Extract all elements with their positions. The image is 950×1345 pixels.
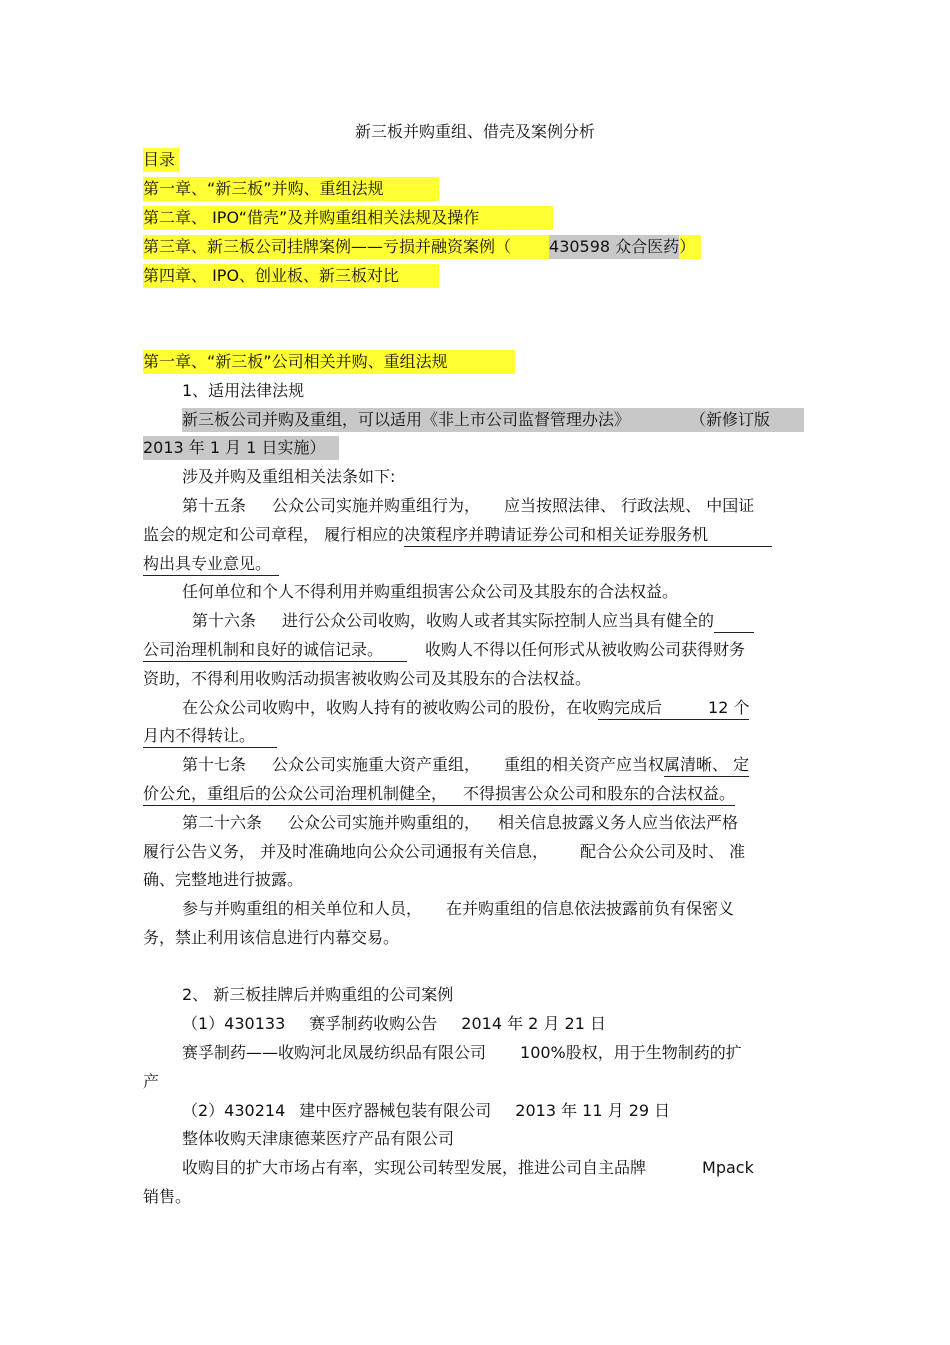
article26-line1: 第二十六条 公众公司实施并购重组的， 相关信息披露义务人应当依法严格 (182, 813, 739, 832)
article16-line3: 资助，不得利用收购活动损害被收购公司及其股东的合法权益。 (143, 669, 592, 688)
section2-title: 2、 新三板挂牌后并购重组的公司案例 (182, 985, 454, 1004)
case1-desc-line2: 产 (143, 1072, 160, 1091)
article26-line3: 确、完整地进行披露。 (143, 870, 304, 889)
chapter1-heading: 第一章、“新三板”公司相关并购、重组法规 (143, 350, 515, 374)
article15-line2: 监会的规定和公司章程， 履行相应的决策程序并聘请证券公司和相关证券服务机 (143, 523, 772, 547)
article16-line2: 公司治理机制和良好的诚信记录。 收购人不得以任何形式从被收购公司获得财务 (143, 638, 745, 662)
toc-item-ch3[interactable]: 第三章、新三板公司挂牌案例——亏损并融资案例（ 430598 众合医药） (143, 235, 701, 259)
section1-para2: 涉及并购及重组相关法条如下: (182, 467, 396, 486)
article15-line1: 第十五条 公众公司实施并购重组行为， 应当按照法律、 行政法规、 中国证 (182, 496, 755, 515)
article16-line1: 第十六条 进行公众公司收购，收购人或者其实际控制人应当具有健全的 (192, 609, 754, 633)
case2-desc-line1: 整体收购天津康德莱医疗产品有限公司 (182, 1129, 455, 1148)
toc-heading: 目录 (143, 148, 179, 172)
toc-item-ch4[interactable]: 第四章、 IPO、创业板、新三板对比 (143, 264, 439, 288)
case1-desc-line1: 赛孚制药——收购河北凤晟纺织品有限公司 100%股权，用于生物制药的扩 (182, 1043, 742, 1062)
article17-line2: 价公允，重组后的公众公司治理机制健全， 不得损害公众公司和股东的合法权益。 (143, 782, 735, 806)
toc-item-ch1[interactable]: 第一章、“新三板”并购、重组法规 (143, 177, 439, 201)
toc-ch3-code: 430598 众合医药 (549, 235, 679, 259)
article15-line3: 构出具专业意见。 (143, 552, 279, 576)
case2-desc-line3: 销售。 (143, 1187, 192, 1206)
article15-line4: 任何单位和个人不得利用并购重组损害公众公司及其股东的合法权益。 (182, 582, 679, 601)
article16-line5: 月内不得转让。 (143, 724, 277, 748)
document-title: 新三板并购重组、借壳及案例分析 (354, 122, 595, 141)
section1-title: 1、适用法律法规 (182, 381, 305, 400)
section1-para1-line2: 2013 年 1 月 1 日实施） (143, 436, 339, 460)
article17-line1: 第十七条 公众公司实施重大资产重组， 重组的相关资产应当权属清晰、 定 (182, 753, 749, 777)
article26-line2: 履行公告义务， 并及时准确地向公众公司通报有关信息， 配合公众公司及时、 准 (143, 842, 746, 861)
case1-title: （1）430133 赛孚制药收购公告 2014 年 2 月 21 日 (182, 1014, 606, 1033)
toc-item-ch2[interactable]: 第二章、 IPO“借壳”及并购重组相关法规及操作 (143, 206, 553, 230)
article16-line4: 在公众公司收购中，收购人持有的被收购公司的股份，在收购完成后 12 个 (182, 696, 749, 720)
section1-para1-line1: 新三板公司并购及重组，可以适用《非上市公司监督管理办法》 （新修订版 (182, 408, 804, 432)
case2-desc-line2: 收购目的扩大市场占有率，实现公司转型发展，推进公司自主品牌 Mpack (182, 1158, 754, 1177)
article26-line4: 参与并购重组的相关单位和人员， 在并购重组的信息依法披露前负有保密义 (182, 899, 735, 918)
case2-title: （2）430214 建中医疗器械包装有限公司 2013 年 11 月 29 日 (182, 1101, 671, 1120)
article26-line5: 务，禁止利用该信息进行内幕交易。 (143, 928, 400, 947)
